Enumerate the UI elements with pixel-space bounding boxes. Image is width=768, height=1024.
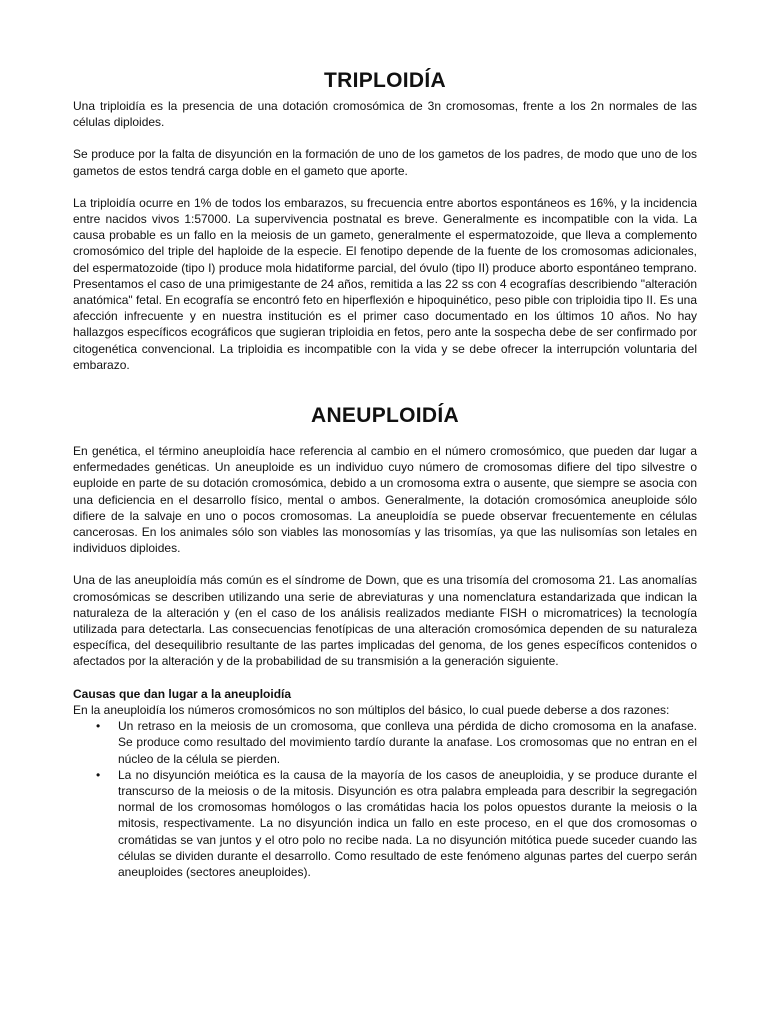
- paragraph: Una de las aneuploidía más común es el síndrome de Down, que es una trisomía del cromosoma 21. Las anomalías cromosómicas se describen utilizando una serie de abreviaturas y una nomenclatura estandarizada que indican la naturaleza de la alteración y (en el caso de los análisis realizados mediante FISH o micromatrices) la tecnología utilizada para detectarla. Las consecuencias fenotípicas de una alteración cromosómica dependen de su naturaleza específica, del desequilibrio resultante de las partes implicadas del genoma, de los genes específicos contenidos o afectados por la alteración y de la probabilidad de su transmisión a la generación siguiente.: [73, 573, 697, 669]
- bullet-icon: •: [96, 767, 101, 782]
- section-aneuploidia: [73, 401, 697, 880]
- list-item-text: Un retraso en la meiosis de un cromosoma, que conlleva una pérdida de dicho cromosoma en la anafase. Se produce como resultado del movimiento tardío durante la anafase. Los cromosomas que no entran en el núcleo de la célula se pierden.: [118, 719, 697, 766]
- paragraph: La triploidía ocurre en 1% de todos los embarazos, su frecuencia entre abortos espontáneos es 16%, y la incidencia entre nacidos vivos 1:57000. La supervivencia postnatal es breve. Generalmente es incompatible con la vida. La causa probable es un fallo en la meiosis de un gameto, generalmente el espermatozoide, que lleva a complemento cromosómico del triple del haploide de la especie. El fenotipo depende de la fuente de los cromosomas adicionales, del espermatozoide (tipo I) produce mola hidatiforme parcial, del óvulo (tipo II) produce aborto espontáneo temprano. Presentamos el caso de una primigestante de 24 años, remitida a las 22 ss con 4 ecografías describiendo "alteración anatómica" fetal. En ecografía se encontró feto en hiperflexión e hipoquinético, peso pible con triploidia tipo II. Es una afección infrecuente y en nuestra institución es el primer caso documentado en los últimos 10 años. No hay hallazgos específicos ecográficos que sugieran triploidia en fetos, pero ante la sospecha debe de ser confirmado por citogenética convencional. La triploidia es incompatible con la vida y se debe ofrecer la interrupción voluntaria del embarazo.: [73, 195, 697, 372]
- list-item-text: La no disyunción meiótica es la causa de la mayoría de los casos de aneuploidia, y se produce durante el transcurso de la meiosis o de la mitosis. Disyunción es otra palabra empleada para describir la segregación normal de los cromosomas homólogos o las cromátidas hacia los polos opuestos durante la meiosis o la mitosis, respectivamente. La no disyunción indica un fallo en este proceso, en el que dos cromosomas o cromátidas se van juntos y el otro polo no recibe nada. La no disyunción mitótica puede suceder cuando las células se dividen durante el desarrollo. Como resultado de este fenómeno algunas partes del cuerpo serán aneuploides (sectores aneuploides).: [118, 767, 697, 879]
- section-title: TRIPLOIDÍA: [324, 69, 446, 92]
- paragraph: Una triploidía es la presencia de una dotación cromosómica de 3n cromosomas, frente a los 2n normales de las células diploides.: [73, 99, 697, 130]
- list-item: [96, 767, 697, 880]
- paragraph: Se produce por la falta de disyunción en la formación de uno de los gametos de los padres, de modo que uno de los gametos de estos tendrá carga doble en el gameto que aporte.: [73, 147, 697, 178]
- paragraph: En la aneuploidía los números cromosómicos no son múltiplos del básico, lo cual puede deberse a dos razones:: [73, 702, 670, 717]
- bullet-icon: •: [96, 719, 101, 734]
- list-item: [96, 718, 697, 767]
- section-title: ANEUPLOIDÍA: [311, 404, 459, 428]
- section-triploidia: [73, 66, 697, 373]
- bullet-list: [73, 718, 697, 880]
- subheading: Causas que dan lugar a la aneuploidía: [73, 686, 292, 701]
- paragraph: En genética, el término aneuploidía hace referencia al cambio en el número cromosómico, que pueden dar lugar a enfermedades genéticas. Un aneuploide es un individuo cuyo número de cromosomas difiere del tipo silvestre o euploide en parte de su dotación cromosómica, debido a un cromosoma extra o ausente, que siempre se asocia con una deficiencia en el desarrollo físico, mental o ambos. Generalmente, la dotación cromosómica aneuploide sólo difiere de la salvaje en uno o pocos cromosomas. La aneuploidía se puede observar frecuentemente en células cancerosas. En los animales sólo son viables las monosomías y las trisomías, ya que las nulisomías son letales en individuos diploides.: [73, 444, 697, 556]
